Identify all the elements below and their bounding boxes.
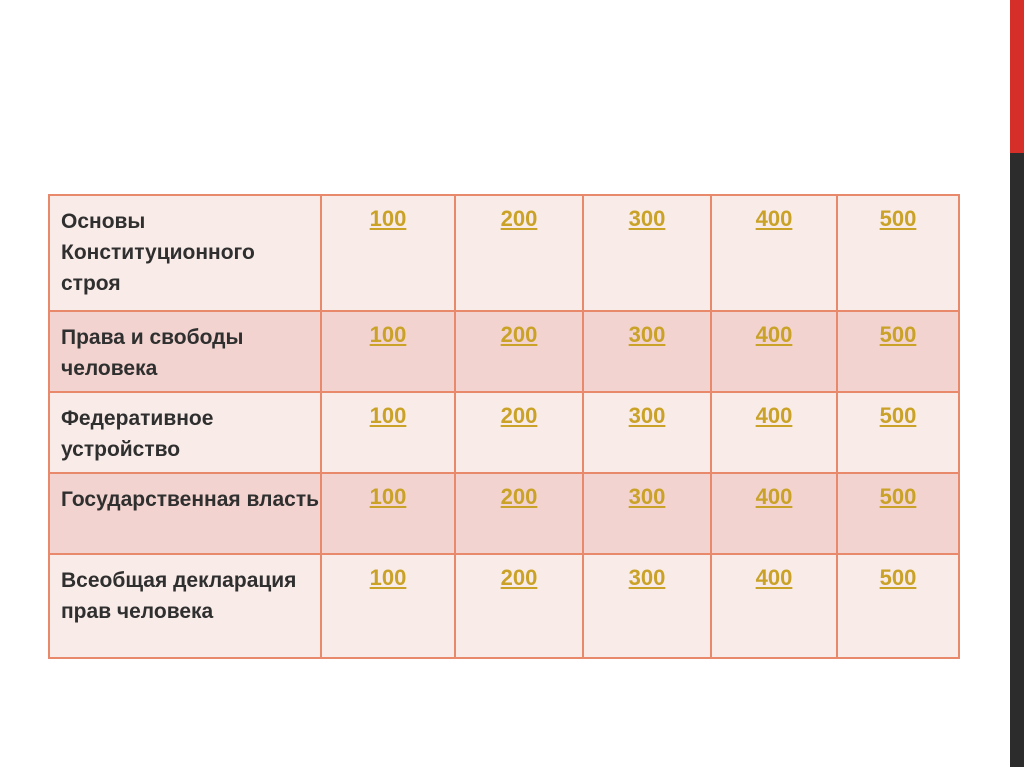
points-link-200[interactable]: 200 xyxy=(500,403,538,428)
points-link-500[interactable]: 500 xyxy=(879,206,917,231)
points-link-300[interactable]: 300 xyxy=(628,484,666,509)
points-link-400[interactable]: 400 xyxy=(755,484,793,509)
category-label: Всеобщая декларация прав человека xyxy=(49,554,321,658)
points-link-400[interactable]: 400 xyxy=(755,206,793,231)
points-link-400[interactable]: 400 xyxy=(755,565,793,590)
points-link-300[interactable]: 300 xyxy=(628,403,666,428)
points-link-100[interactable]: 100 xyxy=(369,565,407,590)
points-link-200[interactable]: 200 xyxy=(500,322,538,347)
points-link-200[interactable]: 200 xyxy=(500,565,538,590)
table-row-category-5 xyxy=(49,554,959,658)
points-link-500[interactable]: 500 xyxy=(879,484,917,509)
points-link-200[interactable]: 200 xyxy=(500,206,538,231)
table-row-category-3 xyxy=(49,392,959,473)
points-link-500[interactable]: 500 xyxy=(879,403,917,428)
side-accent-bar-red xyxy=(1010,0,1024,153)
category-label: Основы Конституционного строя xyxy=(49,195,321,311)
points-link-100[interactable]: 100 xyxy=(369,403,407,428)
points-link-200[interactable]: 200 xyxy=(500,484,538,509)
table-row-category-2 xyxy=(49,311,959,392)
table-row-category-4 xyxy=(49,473,959,554)
points-link-300[interactable]: 300 xyxy=(628,322,666,347)
side-accent-bar-dark xyxy=(1010,153,1024,767)
category-label: Государственная власть xyxy=(49,473,321,554)
points-link-100[interactable]: 100 xyxy=(369,206,407,231)
points-link-300[interactable]: 300 xyxy=(628,565,666,590)
category-label: Федеративное устройство xyxy=(49,392,321,473)
points-link-100[interactable]: 100 xyxy=(369,484,407,509)
points-link-500[interactable]: 500 xyxy=(879,322,917,347)
points-link-400[interactable]: 400 xyxy=(755,403,793,428)
points-link-400[interactable]: 400 xyxy=(755,322,793,347)
points-link-500[interactable]: 500 xyxy=(879,565,917,590)
points-link-300[interactable]: 300 xyxy=(628,206,666,231)
table-row-category-1 xyxy=(49,195,959,311)
points-link-100[interactable]: 100 xyxy=(369,322,407,347)
quiz-board-table xyxy=(48,194,960,659)
category-label: Права и свободы человека xyxy=(49,311,321,392)
